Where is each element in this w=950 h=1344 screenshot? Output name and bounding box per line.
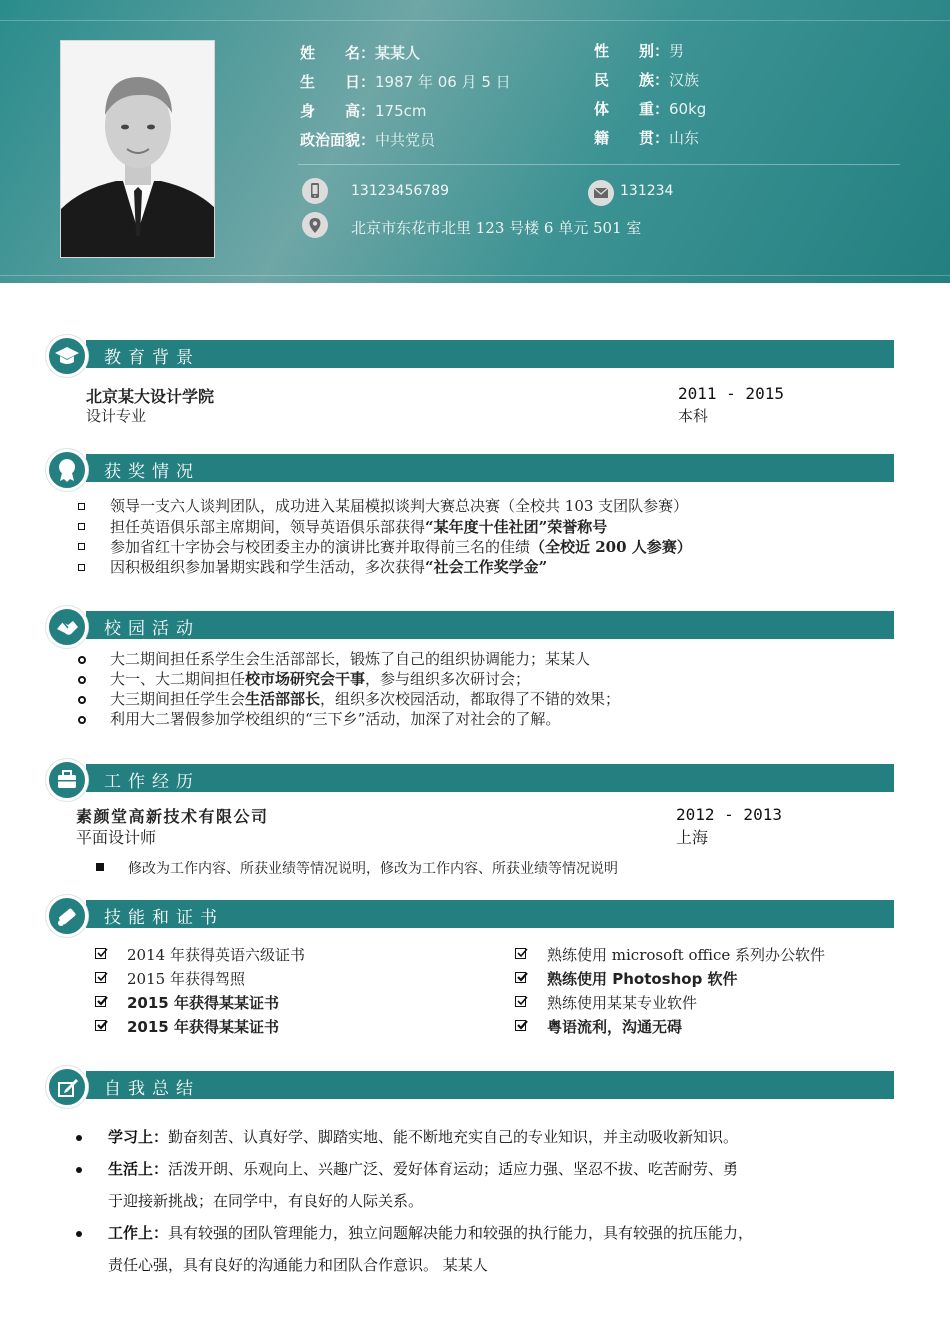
skill-left-1: 2014 年获得英语六级证书 <box>127 946 305 964</box>
campus-item-4: 利用大二署假参加学校组织的“三下乡”活动，加深了对社会的了解。 <box>110 710 561 728</box>
list-bullet <box>76 1231 82 1237</box>
header-divider <box>298 164 900 165</box>
campus-item-3: 大三期间担任学生会生活部部长，组织多次校园活动，都取得了不错的效果； <box>110 690 621 708</box>
campus-item-2: 大一、大二期间担任校市场研究会干事，参与组织多次研讨会； <box>110 670 531 688</box>
skill-right-4: 粤语流利，沟通无碍 <box>547 1018 683 1036</box>
medal-icon <box>46 449 88 491</box>
skill-right-1: 熟练使用 microsoft office 系列办公软件 <box>547 946 825 964</box>
award-item-2: 担任英语俱乐部主席期间，领导英语俱乐部获得“某年度十佳社团”荣誉称号 <box>110 518 608 536</box>
list-bullet <box>78 503 85 510</box>
award-item-3: 参加省红十字协会与校团委主办的演讲比赛并取得前三名的佳绩（全校近 200 人参赛） <box>110 538 692 556</box>
list-bullet <box>78 676 86 684</box>
address: 北京市东花市北里 123 号楼 6 单元 501 室 <box>351 219 642 237</box>
education-degree: 本科 <box>678 407 709 425</box>
summary-study: 学习上：勤奋刻苦、认真好学、脚踏实地、能不断地充实自己的专业知识，并主动吸收新知识。 <box>108 1128 739 1146</box>
profile-height: 身 高：175cm <box>300 102 427 120</box>
profile-birthday: 生 日：1987 年 06 月 5 日 <box>300 73 511 91</box>
award-item-1: 领导一支六人谈判团队，成功进入某届模拟谈判大赛总决赛（全校共 103 支团队参赛） <box>110 497 689 515</box>
list-bullet <box>78 564 85 571</box>
profile-hometown: 籍 贯：山东 <box>594 129 700 147</box>
profile-ethnicity: 民 族：汉族 <box>594 71 700 89</box>
summary-work-line1: 工作上：具有较强的团队管理能力，独立问题解决能力和较强的执行能力，具有较强的抗压能力， <box>108 1224 754 1242</box>
certificate-icon <box>46 895 88 937</box>
education-years: 2011 - 2015 <box>678 384 784 403</box>
list-bullet <box>96 863 104 871</box>
skill-right-3: 熟练使用某某专业软件 <box>547 994 698 1012</box>
skills-section-bar <box>86 900 894 928</box>
list-bullet <box>76 1167 82 1173</box>
award-item-4: 因积极组织参加暑期实践和学生活动，多次获得“社会工作奖学金” <box>110 558 548 576</box>
checkbox-icon <box>95 1020 106 1031</box>
work-section-title: 工作经历 <box>104 772 200 792</box>
profile-political: 政治面貌：中共党员 <box>300 131 436 149</box>
work-years: 2012 - 2013 <box>676 805 782 824</box>
work-position: 平面设计师 <box>76 828 157 847</box>
phone-number: 13123456789 <box>351 183 449 199</box>
list-bullet <box>78 716 86 724</box>
work-section-bar <box>86 764 894 792</box>
graduation-cap-icon <box>46 335 88 377</box>
profile-gender: 性 别：男 <box>594 42 685 60</box>
summary-work-line2: 责任心强，具有良好的沟通能力和团队合作意识。 某某人 <box>108 1256 488 1274</box>
checkbox-icon <box>515 1020 526 1031</box>
handshake-icon <box>46 606 88 648</box>
profile-weight: 体 重：60kg <box>594 100 707 118</box>
list-bullet <box>76 1135 82 1141</box>
education-major: 设计专业 <box>86 407 147 425</box>
education-section-bar <box>86 340 894 368</box>
briefcase-icon <box>46 759 88 801</box>
skills-section-title: 技能和证书 <box>104 908 224 928</box>
campus-section-bar <box>86 611 894 639</box>
summary-section-bar <box>86 1071 894 1099</box>
skill-left-2: 2015 年获得驾照 <box>127 970 245 988</box>
summary-life-line1: 生活上：活泼开朗、乐观向上、兴趣广泛、爱好体育运动；适应力强、坚忍不拔、吃苦耐劳、勇 <box>108 1160 739 1178</box>
awards-section-bar <box>86 454 894 482</box>
skill-left-4: 2015 年获得某某证书 <box>127 1018 279 1036</box>
list-bullet <box>78 523 85 530</box>
summary-life-line2: 于迎接新挑战；在同学中，有良好的人际关系。 <box>108 1192 424 1210</box>
checkbox-icon <box>515 948 526 959</box>
checkbox-icon <box>95 948 106 959</box>
email-address: 131234 <box>620 183 674 199</box>
work-company: 素颜堂高新技术有限公司 <box>76 807 269 826</box>
list-bullet <box>78 543 85 550</box>
checkbox-icon <box>515 996 526 1007</box>
phone-icon <box>302 178 328 204</box>
awards-section-title: 获奖情况 <box>104 462 200 482</box>
profile-name: 姓 名：某某人 <box>300 44 421 62</box>
skill-right-2: 熟练使用 Photoshop 软件 <box>547 970 738 988</box>
education-section-title: 教育背景 <box>104 348 200 368</box>
work-city: 上海 <box>676 828 709 847</box>
list-bullet <box>78 656 86 664</box>
checkbox-icon <box>515 972 526 983</box>
skill-left-3: 2015 年获得某某证书 <box>127 994 279 1012</box>
summary-section-title: 自我总结 <box>104 1079 200 1099</box>
checkbox-icon <box>95 996 106 1007</box>
list-bullet <box>78 696 86 704</box>
profile-photo <box>60 40 215 258</box>
location-icon <box>302 212 328 238</box>
work-description: 修改为工作内容、所获业绩等情况说明，修改为工作内容、所获业绩等情况说明 <box>128 861 618 877</box>
campus-item-1: 大二期间担任系学生会生活部部长，锻炼了自己的组织协调能力；某某人 <box>110 650 591 668</box>
email-icon <box>588 180 614 206</box>
campus-section-title: 校园活动 <box>104 619 200 639</box>
checkbox-icon <box>95 972 106 983</box>
education-school: 北京某大设计学院 <box>86 387 215 406</box>
edit-icon <box>46 1066 88 1108</box>
